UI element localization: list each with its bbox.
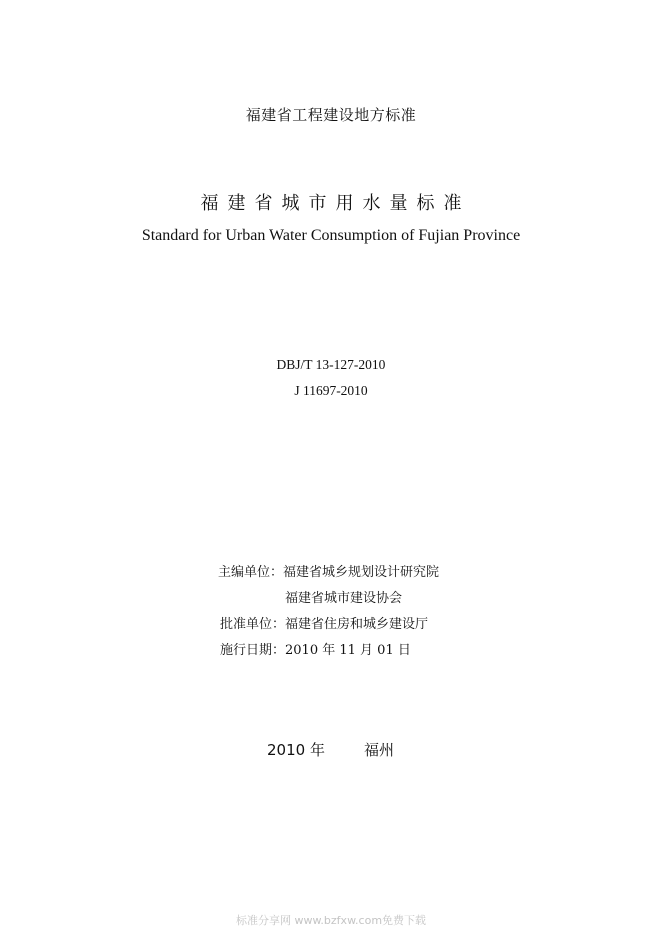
approver-label: 批准单位：: [220, 617, 286, 632]
approver-value: 福建省住房和城乡建设厅: [285, 617, 429, 632]
footer-city: 福州: [364, 741, 395, 759]
standard-code: DBJ/T 13-127-2010: [276, 357, 386, 372]
effective-date-line: [220, 639, 411, 658]
footer-year: 2010 年: [267, 741, 325, 759]
main-title: 福建省城市用水量标准: [200, 193, 471, 214]
editor-secondary: 福建省城市建设协会: [285, 591, 403, 606]
series-title: 福建省工程建设地方标准: [245, 106, 417, 124]
editor-primary: 福建省城乡规划设计研究院: [283, 565, 440, 580]
editor-label: 主编单位：: [218, 565, 284, 580]
english-title: Standard for Urban Water Consumption of Fujian Province: [141, 227, 521, 244]
effective-label: 施行日期：: [220, 643, 286, 658]
record-code: J 11697-2010: [294, 383, 368, 398]
editor-line: [218, 561, 439, 580]
effective-date: 2010 年 11 月 01 日: [285, 643, 411, 658]
watermark: 标准分享网 www.bzfxw.com免费下载: [235, 914, 427, 927]
approver-line: [220, 613, 428, 632]
